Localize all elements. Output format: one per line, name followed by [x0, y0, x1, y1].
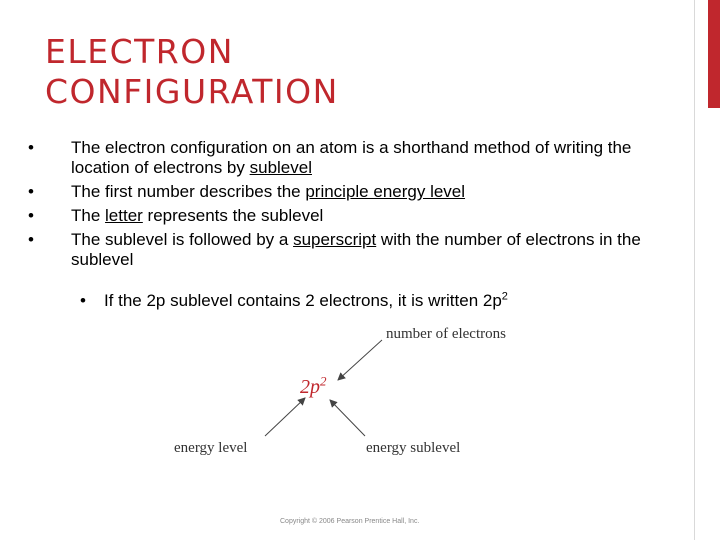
- bullet-list: [28, 138, 648, 274]
- bullet-3-pre: The: [71, 206, 106, 225]
- bullet-1-underlined: sublevel: [249, 158, 312, 177]
- label-energy-sublevel: energy sublevel: [366, 440, 461, 456]
- notation-2p2: [300, 373, 327, 399]
- bullet-item-1: [28, 138, 648, 178]
- bullet-4-pre: The sublevel is followed by a: [71, 230, 294, 249]
- bullet-dot: •: [28, 138, 34, 157]
- bullet-2-text: The first number describes the: [71, 182, 306, 201]
- bullet-4-underlined: superscript: [293, 230, 377, 249]
- bullet-item-3: [28, 206, 648, 226]
- slide-divider-line: [694, 0, 695, 540]
- arrow-to-energy-level: [265, 398, 305, 436]
- bullet-dot: •: [28, 182, 34, 201]
- arrow-to-sublevel: [330, 400, 365, 436]
- slide-title: [45, 32, 339, 112]
- notation-base: 2p: [300, 376, 320, 398]
- bullet-4-post: with the number of electrons in the sublevel: [71, 230, 641, 269]
- accent-bar: [708, 0, 720, 108]
- title-line-2: CONFIGURATION: [45, 72, 339, 111]
- bullet-dot: •: [28, 206, 34, 225]
- bullet-1-text: The electron configuration on an atom is a shorthand method of writing the location of electrons by: [71, 138, 632, 177]
- bullet-3-underlined: letter: [105, 206, 143, 225]
- bullet-item-2: [28, 182, 648, 202]
- bullet-dot: •: [28, 230, 34, 249]
- sub-bullet-superscript: 2: [501, 290, 508, 303]
- label-number-of-electrons: number of electrons: [386, 326, 506, 342]
- title-line-1: ELECTRON: [45, 32, 234, 71]
- sub-bullet-dot: •: [80, 291, 86, 310]
- config-diagram: [160, 318, 560, 468]
- sub-bullet-text: If the 2p sublevel contains 2 electrons, it is written 2p: [103, 291, 502, 310]
- arrow-to-superscript: [338, 340, 382, 380]
- bullet-3-post: represents the sublevel: [142, 206, 324, 225]
- copyright-text: Copyright © 2006 Pearson Prentice Hall, Inc.: [280, 518, 420, 525]
- bullet-item-4: [28, 230, 648, 270]
- bullet-2-underlined: principle energy level: [305, 182, 466, 201]
- label-energy-level: energy level: [174, 440, 248, 456]
- notation-superscript: 2: [320, 373, 327, 389]
- sub-bullet: [80, 291, 508, 311]
